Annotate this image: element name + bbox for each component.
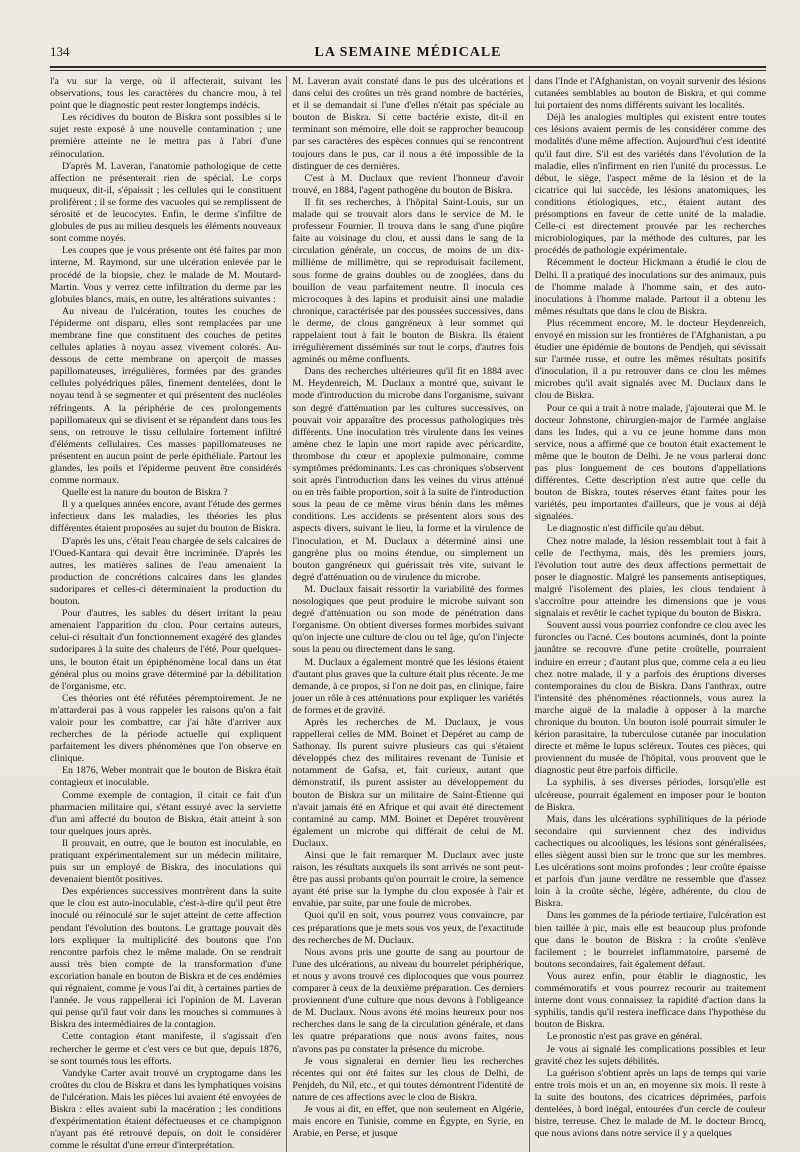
paragraph: Je vous ai signalé les complications possibles et leur gravité chez les sujets débilités. bbox=[534, 1043, 766, 1067]
paragraph: Vous aurez enfin, pour établir le diagnostic, les commémoratifs et vous pourrez recourir au traitement interne dont vous connaissez la rapidité d'action dans la syphilis, tandis qu'il restera inefficace dans l'hypothèse du bouton de Biskra. bbox=[534, 970, 766, 1031]
paragraph: l'a vu sur la verge, où il affecterait, suivant les observations, tous les caractères du chancre mou, à tel point que le diagnostic peut rester longtemps indécis. bbox=[50, 76, 282, 112]
paragraph: D'après M. Laveran, l'anatomie pathologique de cette affection ne présenterait rien de spécial. Le corps muqueux, dit-il, s'épaissit ; les cellules qui le constituent prolifèrent ; il se forme des vacuoles qui se remplissent de sérosité et de leucocytes. Enfin, le derme s'infiltre de globules de pus au milieu desquels les éléments nouveaux sont comme noyés. bbox=[50, 160, 282, 245]
paragraph: dans l'Inde et l'Afghanistan, on voyait survenir des lésions cutanées semblables au bouton de Biskra, et qui comme lui portaient des noms différents suivant les localités. bbox=[534, 76, 766, 112]
paragraph: M. Laveran avait constaté dans le pus des ulcérations et dans celui des croûtes un très grand nombre de bactéries, et il se demandait si l'une d'elles n'était pas spéciale au bouton de Biskra. Si cette bactérie existe, dit-il en terminant son mémoire, elle doit se rapprocher beaucoup par ses caractères des espèces connues qui se rencontrent toujours dans le pus, car il nous a été impossible de la distinguer de ces dernières. bbox=[292, 76, 524, 172]
text-column-2 bbox=[292, 76, 523, 1152]
paragraph: Déjà les analogies multiples qui existent entre toutes ces lésions avaient permis de les considérer comme des modalités d'une même affection. Aujourd'hui c'est identité qu'il faut dire. S'il est des variétés dans l'évolution de la maladie, elles n'infirment en rien l'unité du processus. Le début, le siège, l'aspect même de la lésion et de la cicatrice qui lui succède, les lésions anatomiques, les conditions étiologiques, etc., étaient autant des présomptions en faveur de cette unité de la maladie. Celle-ci est directement prouvée par les recherches microbiologiques, par la méthode des cultures, par les procédés de pathologie expérimentale. bbox=[534, 112, 766, 257]
page-number: 134 bbox=[50, 44, 70, 59]
column-divider bbox=[529, 76, 530, 1152]
paragraph: Plus récemment encore, M. le docteur Heydenreich, envoyé en mission sur les frontières de l'Afghanistan, a pu étudier une épidémie de boutons de Pendjeh, qui sévissait sur l'armée russe, et outre les mêmes résultats positifs d'inoculation, il a pu retrouver dans ce clou les mêmes microbes qu'il avait signalés avec M. Duclaux dans le clou de Biskra. bbox=[534, 317, 766, 402]
paragraph: Les récidives du bouton de Biskra sont possibles si le sujet reste exposé à une nouvelle contamination ; une première atteinte ne le mettra pas à l'abri d'une réinoculation. bbox=[50, 112, 282, 160]
paragraph: Nous avons pris une goutte de sang au pourtour de l'une des ulcérations, au niveau du bourrelet périphérique, et nous y avons trouvé ces diplocoques que vous pourrez comparer à ceux de la deuxième préparation. Ces derniers proviennent d'une culture que nous devons à l'obligeance de M. Duclaux. Nous avons été moins heureux pour nos recherches dans le sang de la circulation générale, et dans les quatre préparations que nous avons faites, nous n'avons pas pu constater la présence du microbe. bbox=[292, 946, 524, 1055]
paragraph: Il y a quelques années encore, avant l'étude des germes infectieux dans les maladies, les théories les plus différentes étaient proposées au sujet du bouton de Biskra. bbox=[50, 499, 282, 535]
paragraph: Quelle est la nature du bouton de Biskra ? bbox=[62, 487, 228, 499]
paragraph: D'après les uns, c'était l'eau chargée de sels calcaires de l'Oued-Kantara qui devait être incriminée. D'après les autres, les matières salines de l'eau amenaient la production de concrétions calcaires dans les glandes sudoripares et celles-ci déterminaient la production du bouton. bbox=[50, 535, 282, 608]
paragraph: Récemment le docteur Hickmann a étudié le clou de Delhi. Il a pratiqué des inoculations sur des animaux, puis de l'homme malade à l'homme sain, et des auto-inoculations à l'homme malade. Partout il a obtenu les mêmes résultats que dans le clou de Biskra. bbox=[534, 257, 766, 317]
header-rule-thin bbox=[50, 70, 766, 71]
paragraph: En 1876, Weber montrait que le bouton de Biskra était contagieux et inoculable. bbox=[50, 765, 282, 789]
text-columns bbox=[50, 76, 766, 1152]
paragraph: Il fit ses recherches, à l'hôpital Saint-Louis, sur un malade qui se trouvait alors dans le service de M. le professeur Fournier. Il trouva dans le sang d'une piqûre faite au voisinage du clou, et aussi dans le sang de la circulation générale, un coccus, de moins de un dix-millième de millimètre, qui se reproduisait facilement, sous forme de grains doubles ou de zooglées, dans du bouillon de veau parfaitement neutre. Il inocula ces microcoques à des lapins et produisit ainsi une maladie chronique, caractérisée par des poussées successives, dans le derme, de clous gangréneux à leur sommet qui rappelaient tout à fait le bouton de Biskra. Ils étaient irrégulièrement disséminés sur tout le corps, d'autres fois agminés ou même confluents. bbox=[292, 196, 524, 366]
paragraph: Souvent aussi vous pourriez confondre ce clou avec les furoncles ou l'acné. Ces boutons acuminés, dont la pointe jaunâtre se recouvre d'une petite croûtelle, pourraient induire en erreur ; d'autant plus que, comme cela a eu lieu chez notre malade, il y a parfois des éruptions diverses contemporaines du clou de Biskra. Dans l'anthrax, outre l'intensité des phénomènes réactionnels, vous aurez la marche aiguë de la maladie à opposer à la marche chronique du bouton. Un bouton isolé pourrait simuler le kérion parasitaire, la tuberculose cutanée par inoculation directe et même le lupus scléreux. Toutes ces pièces, qui proviennent du musée de l'hôpital, vous prouvent que le diagnostic peut être parfois difficile. bbox=[534, 620, 766, 777]
paragraph: Le pronostic n'est pas grave en général. bbox=[546, 1031, 703, 1043]
paragraph: Comme exemple de contagion, il citait ce fait d'un pharmacien militaire qui, s'étant essuyé avec la serviette d'un ami affecté du bouton de Biskra, était atteint à son tour quelques jours après. bbox=[50, 789, 282, 837]
page-header bbox=[50, 44, 766, 62]
paragraph: Pour ce qui a trait à notre malade, j'ajouterai que M. le docteur Johnstone, chirurgien-major de l'armée anglaise dans les Indes, qui a vu ce jeune homme dans mon service, nous a affirmé que ce bouton était exactement le même que le bouton de Delhi. Je ne vous parlerai donc pas plus longuement de ces boutons d'appellations différentes. Cette description n'est autre que celle du bouton de Biskra, toutes réserves étant faites pour les variétés, peu importantes d'ailleurs, que je vous ai déjà signalées. bbox=[534, 402, 766, 523]
paragraph: Après les recherches de M. Duclaux, je vous rappellerai celles de MM. Boinet et Depéret au camp de Sathonay. Ils purent suivre plusieurs cas qui s'étaient développés chez des militaires revenant de Tunisie et notamment de Gafsa, et, fait curieux, autant que démonstratif, ils purent assister au développement du bouton de Biskra sur un militaire de Saint-Étienne qui n'avait jamais été en Afrique et qui avait été directement contaminé au camp. MM. Boinet et Depéret trouvèrent également un microbe qui différait de celui de M. Duclaux. bbox=[292, 716, 524, 849]
paragraph: Il prouvait, en outre, que le bouton est inoculable, en pratiquant expérimentalement sur un médecin militaire, puis sur un employé de Biskra, des inoculations qui devenaient bientôt positives. bbox=[50, 837, 282, 886]
paragraph: Je vous signalerai en dernier lieu les recherches récentes qui ont été faites sur les clous de Delhi, de Penjdeh, du Nil, etc., et qui toutes démontrent l'identité de nature de ces affections avec le clou de Biskra. bbox=[292, 1055, 524, 1103]
text-column-1 bbox=[50, 76, 281, 1152]
paragraph: Vandyke Carter avait trouvé un cryptogame dans les croûtes du clou de Biskra et dans les lymphatiques voisins de l'ulcération. Mais les pièces lui avaient été envoyées de Biskra : elles avaient subi la macération ; les conditions d'expérimentation étaient défectueuses et ce champignon n'ayant pas été retrouvé depuis, on doit le considérer comme le résultat d'une erreur d'interprétation. bbox=[50, 1067, 282, 1152]
paragraph: Mais, dans les ulcérations syphilitiques de la période secondaire qui surviennent chez des individus cachectiques ou alcooliques, les lésions sont généralisées, elles siègent aussi bien sur le tronc que sur les membres. Les ulcérations sont moins profondes ; leur croûte épaisse et parfois d'un jaune verdâtre ne ressemble que d'assez loin à la croûte sèche, légère, adhérente, du clou de Biskra. bbox=[534, 813, 766, 910]
paragraph: La syphilis, à ses diverses périodes, lorsqu'elle est ulcéreuse, pourrait également en imposer pour le bouton de Biskra. bbox=[534, 777, 766, 813]
paragraph: La guérison s'obtient après un laps de temps qui varie entre trois mois et un an, en moyenne six mois. Il reste à la suite des boutons, des cicatrices déprimées, parfois dentelées, à bord inégal, entourées d'un cercle de couleur bistre, terreuse. Chez le malade de M. le docteur Brocq, que nous avions dans notre service il y a quelques bbox=[534, 1067, 766, 1140]
paragraph: Ainsi que le fait remarquer M. Duclaux avec juste raison, les résultats auxquels ils sont arrivés ne sont peut-être pas aussi probants qu'on pourrait le croire, la semence ayant été prise sur la lymphe du clou exposée à l'air et envahie, par suite, par une foule de microbes. bbox=[292, 850, 524, 910]
paragraph: Dans des recherches ultérieures qu'il fit en 1884 avec M. Heydenreich, M. Duclaux a montré que, suivant le mode d'introduction du microbe dans l'organisme, suivant son degré d'atténuation par les cultures successives, on pouvait voir apparaître des processus pathologiques très différents. Une inoculation très virulente dans les veines amène chez le lapin une mort rapide avec péricardite, thrombose du cœur et apoplexie pulmonaire, comme symptômes prédominants. Les cas chroniques s'observent soit après l'introduction dans les veines du virus atténué ou en très faible proportion, soit à la suite de l'introduction sous la peau de ce même virus bénin dans les mêmes conditions. Les accidents se présentent alors sous des aspects divers, suivant le lieu, la forme et la virulence de l'inoculation, et M. Duclaux a déterminé ainsi une gangrène plus ou moins étendue, ou simplement un bouton gangréneux qui guérissait très vite, suivant le degré d'atténuation ou de virulence du microbe. bbox=[292, 366, 524, 583]
paragraph: Je vous ai dit, en effet, que non seulement en Algérie, mais encore en Tunisie, comme en Égypte, en Syrie, en Arabie, en Perse, et jusque bbox=[292, 1103, 524, 1140]
paragraph: Des expériences successives montrèrent dans la suite que le clou est auto-inoculable, c'est-à-dire qu'il peut être inoculé ou réinoculé sur le sujet atteint de cette affection pendant l'évolution des boutons. Le grattage pouvait dès lors expliquer la multiplicité des boutons que l'on rencontre parfois chez le même malade. On se rendrait aussi très bien compte de la transformation d'une excoriation banale en bouton de Biskra et de ces endémies qui régnaient, comme je vous l'ai dit, à certaines parties de l'année. Je vous rappellerai ici l'opinion de M. Laveran qui pense qu'il faut voir dans les mouches si communes à Biskra des intermédiaires de la contagion. bbox=[50, 886, 282, 1031]
paragraph: Au niveau de l'ulcération, toutes les couches de l'épiderme ont disparu, elles sont remplacées par une membrane fine que constituent des couches de petites cellules aplaties à noyau assez vivement colorés. Au-dessous de cette membrane on aperçoit de masses papillomateuses, irrégulières, formées par des grandes cellules polyédriques pâles, finement dentelées, dont le noyau tend à se segmenter et qui présentent des nucléoles réfringents. A la périphérie de ces prolongements papillomateux qui se divisent et se répandent dans tous les sens, on retrouve le tissu cellulaire fortement infiltré d'éléments cellulaires. Ces masses papillomateuses ne présentent en aucun point de perle épithéliale. Partout les glandes, les poils et l'épiderme peuvent être considérés comme normaux. bbox=[50, 305, 282, 487]
paragraph: Le diagnostic n'est difficile qu'au début. bbox=[546, 523, 705, 535]
paragraph: Cette contagion étant manifeste, il s'agissait d'en rechercher le germe et c'est vers ce but que, depuis 1876, se sont tournés tous les efforts. bbox=[50, 1031, 282, 1067]
paragraph: M. Duclaux a également montré que les lésions étaient d'autant plus graves que la culture était plus récente. Je me demande, à ce propos, si l'on ne doit pas, en clinique, faire jouer un rôle à ces atténuations pour expliquer les variétés de formes et de gravité. bbox=[292, 656, 524, 716]
paragraph: Les coupes que je vous présente ont été faites par mon interne, M. Raymond, sur une ulcération enlevée par le procédé de la biopsie, chez le malade de M. Moutard-Martin. Vous y verrez cette infiltration du derme par les globules blancs, mais, en outre, les altérations suivantes : bbox=[50, 245, 282, 305]
column-divider bbox=[286, 76, 287, 1152]
text-column-3 bbox=[535, 76, 766, 1152]
paragraph: Quoi qu'il en soit, vous pourrez vous convaincre, par ces préparations que je mets sous vos yeux, de l'exactitude des recherches de M. Duclaux. bbox=[292, 910, 524, 946]
paragraph: Chez notre malade, la lésion ressemblait tout à fait à celle de l'ecthyma, mais, dès les premiers jours, l'évolution tout autre des deux affections permettait de poser le diagnostic. Malgré les pansements antiseptiques, malgré l'isolement des plaies, les clous tendaient à s'accroître pour atteindre les dimensions que je vous signalais et revêtir le cachet typique du bouton de Biskra. bbox=[534, 535, 766, 620]
paragraph: Dans les gommes de la période tertiaire, l'ulcération est bien taillée à pic, mais elle est beaucoup plus profonde que dans le bouton de Biskra : la croûte s'enlève facilement ; le bourrelet inflammatoire, parsemé de boutons secondaires, fait également défaut. bbox=[534, 910, 766, 970]
paragraph: Ces théories ont été réfutées péremptoirement. Je ne m'attarderai pas à vous rappeler les raisons qu'on a fait valoir pour les combattre, car j'ai hâte d'arriver aux recherches de la période actuelle qui expliquent parfaitement les divers phénomènes que l'on observe en clinique. bbox=[50, 692, 282, 765]
header-rule bbox=[50, 66, 766, 68]
journal-title: LA SEMAINE MÉDICALE bbox=[314, 45, 502, 60]
paragraph: C'est à M. Duclaux que revient l'honneur d'avoir trouvé, en 1884, l'agent pathogène du bouton de Biskra. bbox=[292, 172, 524, 196]
paragraph: M. Duclaux faisait ressortir la variabilité des formes nosologiques que peut produire le microbe suivant son degré d'atténuation ou son mode de pénétration dans l'organisme. On obtient diverses formes morbides suivant qu'on injecte une culture de clou ou tel âge, qu'on l'injecte sous la peau ou directement dans le sang. bbox=[292, 583, 524, 656]
paragraph: Pour d'autres, les sables du désert irritant la peau amenaient l'apparition du clou. Pour certains auteurs, celui-ci résultait d'un fonctionnement exagéré des glandes sudoripares à la suite des chaleurs de l'été. Pour quelques-uns, le bouton était un épiphénomène local dans un état général plus ou moins grave déterminé par la débilitation de l'organisme, etc. bbox=[50, 608, 282, 692]
